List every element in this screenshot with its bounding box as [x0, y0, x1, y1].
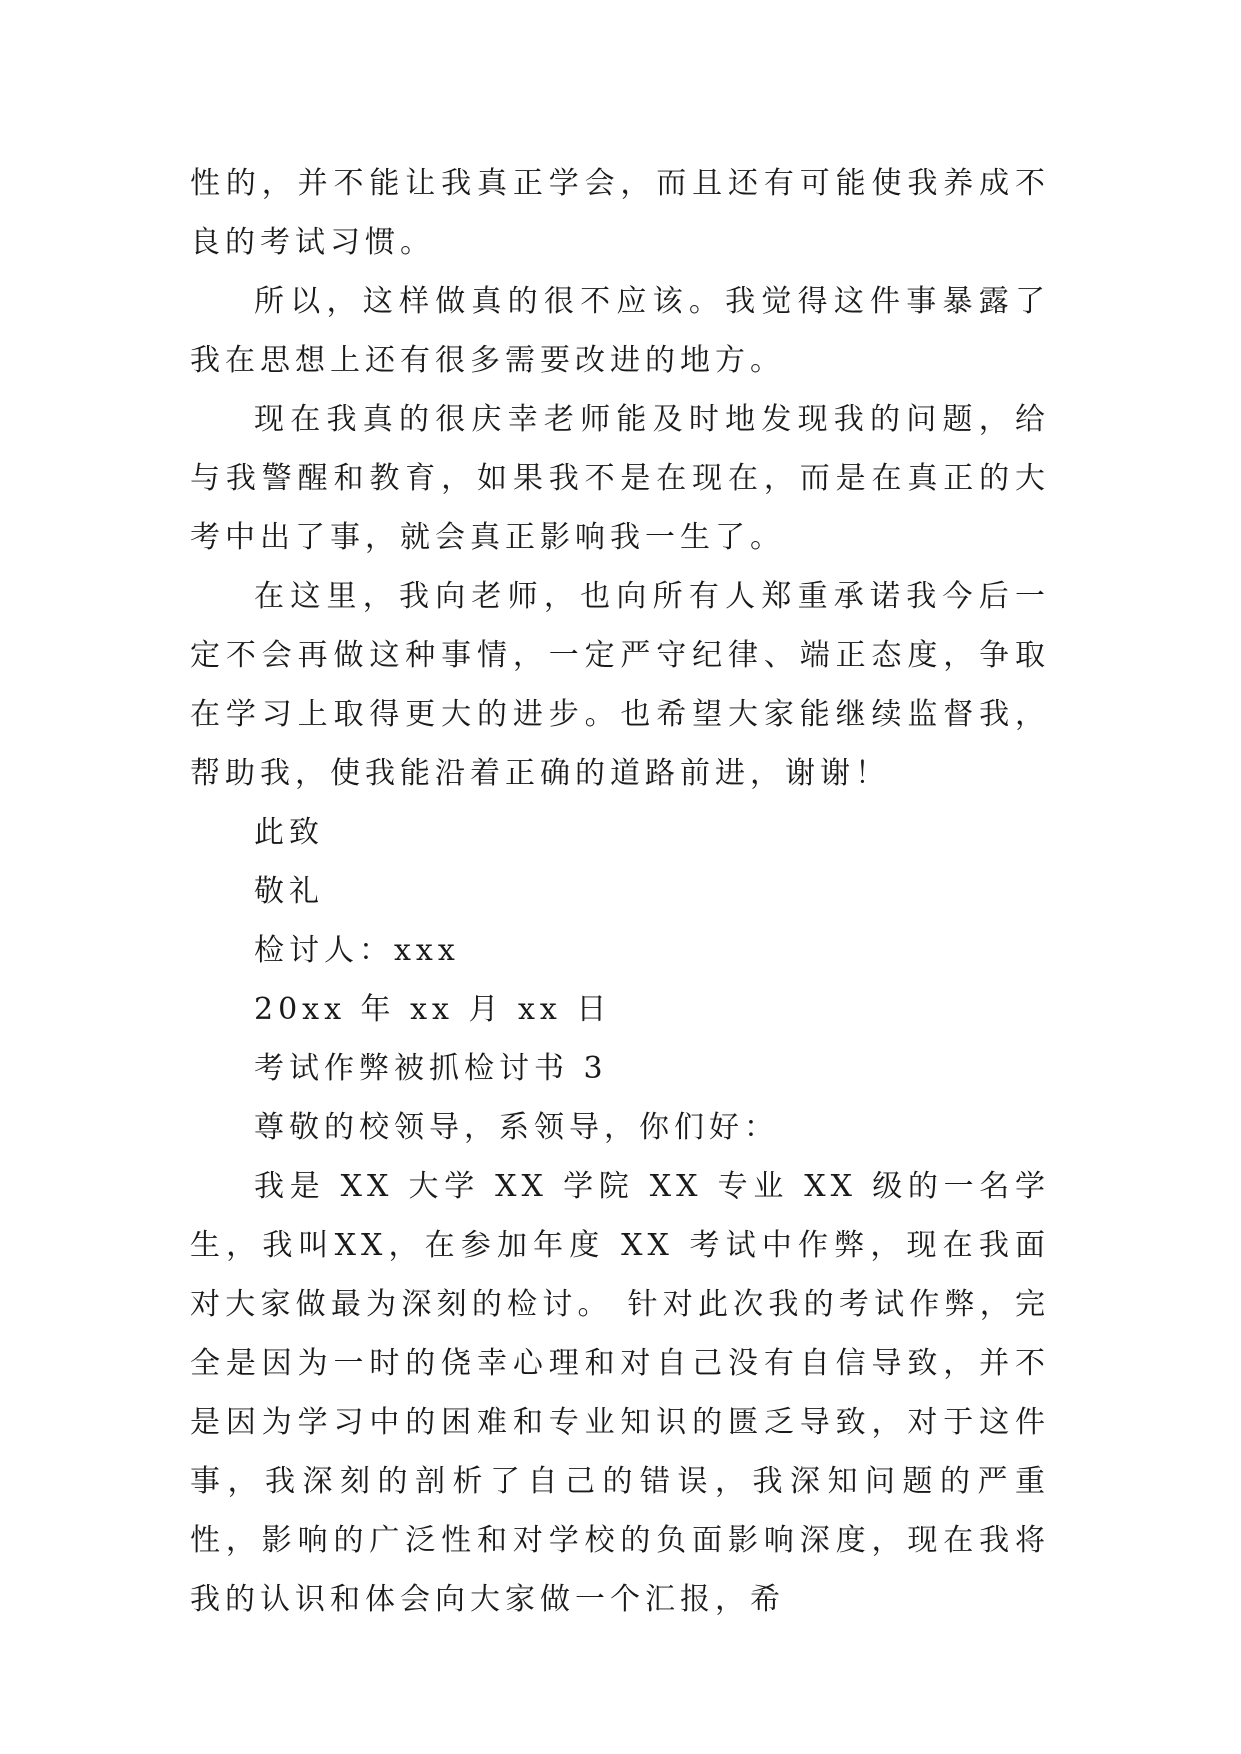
paragraph-gratitude: 现在我真的很庆幸老师能及时地发现我的问题，给与我警醒和教育，如果我不是在现在，而是在真正的大考中出了事，就会真正影响我一生了。: [190, 402, 1050, 555]
paragraph-continuation: 性的，并不能让我真正学会，而且还有可能使我养成不良的考试习惯。: [190, 166, 1050, 260]
greeting-line: 尊敬的校领导，系领导，你们好：: [254, 1110, 779, 1145]
section-title: 考试作弊被抓检讨书 3: [254, 1051, 608, 1086]
paragraph-promise: 在这里，我向老师，也向所有人郑重承诺我今后一定不会再做这种事情，一定严守纪律、端正态度，争取在学习上取得更大的进步。也希望大家能继续监督我，帮助我，使我能沿着正确的道路前进，谢谢！: [190, 579, 1050, 791]
closing-respect: 敬礼: [254, 874, 324, 909]
closing-salutation: 此致: [254, 815, 324, 850]
paragraph-introduction: 我是 XX 大学 XX 学院 XX 专业 XX 级的一名学生，我叫XX，在参加年度 XX 考试中作弊，现在我面对大家做最为深刻的检讨。 针对此次我的考试作弊，完全是因为一时的侥幸心理和对自己没有自信导致，并不是因为学习中的困难和专业知识的匮乏导致，对于这件事，我深刻的剖析了自己的错误，我深知问题的严重性，影响的广泛性和对学校的负面影响深度，现在我将我的认识和体会向大家做一个汇报，希: [190, 1169, 1050, 1617]
date-line: 20xx 年 xx 月 xx 日: [254, 992, 612, 1027]
paragraph-reflection: 所以，这样做真的很不应该。我觉得这件事暴露了我在思想上还有很多需要改进的地方。: [190, 284, 1050, 378]
document-body: [190, 154, 1050, 1629]
signature-line: 检讨人：xxx: [254, 933, 460, 968]
